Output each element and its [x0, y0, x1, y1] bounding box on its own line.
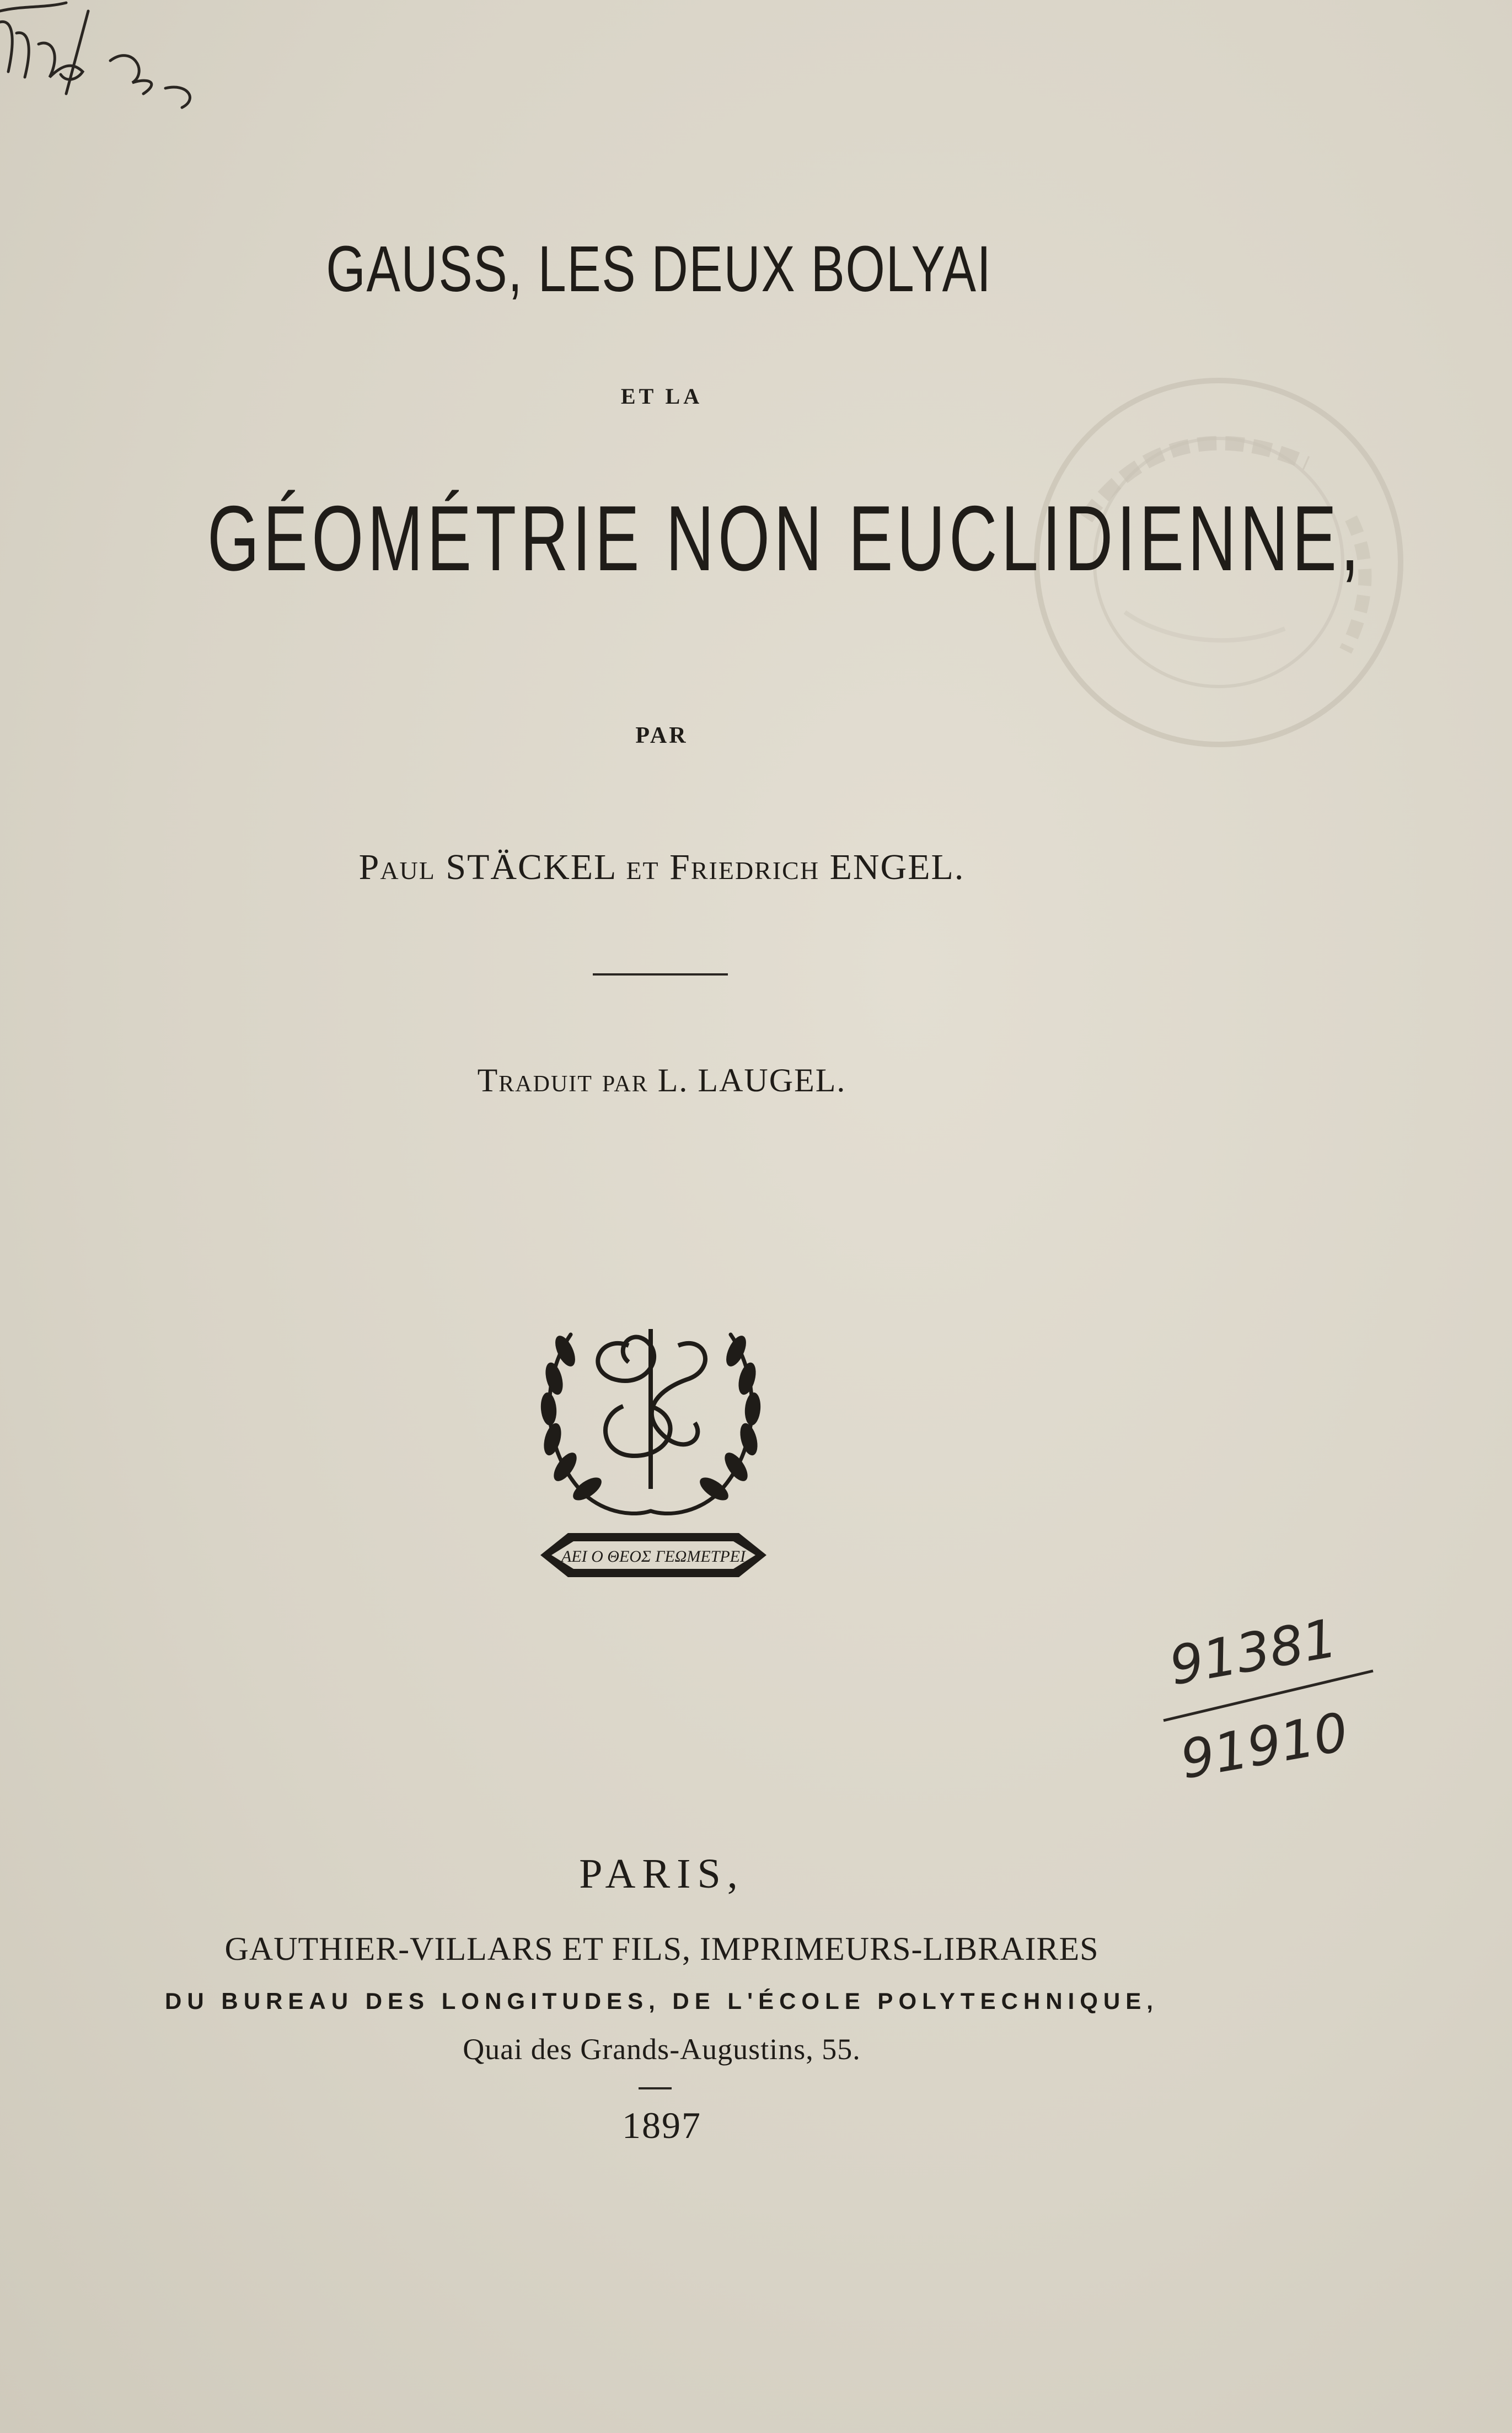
translator-name: L. LAUGEL. — [657, 1062, 846, 1098]
imprint-bureau: DU BUREAU DES LONGITUDES, DE L'ÉCOLE POLYTECHNIQUE, — [165, 1988, 1159, 2014]
emblem-motto: ΑΕΙ Ο ΘΕΟΣ ΓΕΩΜΕΤΡΕΙ — [561, 1547, 746, 1566]
translator-label: Traduit par — [477, 1062, 648, 1098]
shelf-number-bottom: 91910 — [1176, 1701, 1353, 1791]
author-conjunction: et — [626, 847, 660, 887]
title-connector: ET LA — [620, 384, 703, 409]
shelf-number-top: 91381 — [1165, 1607, 1342, 1697]
pencil-annotation — [0, 0, 210, 116]
imprint-city: PARIS, — [579, 1851, 744, 1897]
title-line-2: GÉOMÉTRIE NON EUCLIDIENNE, — [207, 486, 1363, 590]
authors-line — [221, 846, 1103, 888]
by-label: PAR — [635, 723, 688, 748]
author-2-given-name: Friedrich — [669, 847, 820, 887]
imprint-address: Quai des Grands-Augustins, 55. — [463, 2033, 861, 2066]
author-1-family-name: STÄCKEL — [446, 847, 616, 887]
title-line-1: GAUSS, LES DEUX BOLYAI — [326, 233, 992, 306]
publisher-emblem — [518, 1312, 783, 1610]
year-rule — [639, 2087, 672, 2089]
imprint-year: 1897 — [622, 2104, 701, 2146]
separator-rule — [593, 973, 728, 976]
author-1-given-name: Paul — [358, 847, 436, 887]
handwritten-shelf-numbers — [1158, 1607, 1412, 1798]
translator-line — [276, 1062, 1048, 1100]
author-2-family-name: ENGEL. — [829, 847, 965, 887]
imprint-publisher: GAUTHIER-VILLARS ET FILS, IMPRIMEURS-LIBRAIRES — [224, 1931, 1099, 1967]
